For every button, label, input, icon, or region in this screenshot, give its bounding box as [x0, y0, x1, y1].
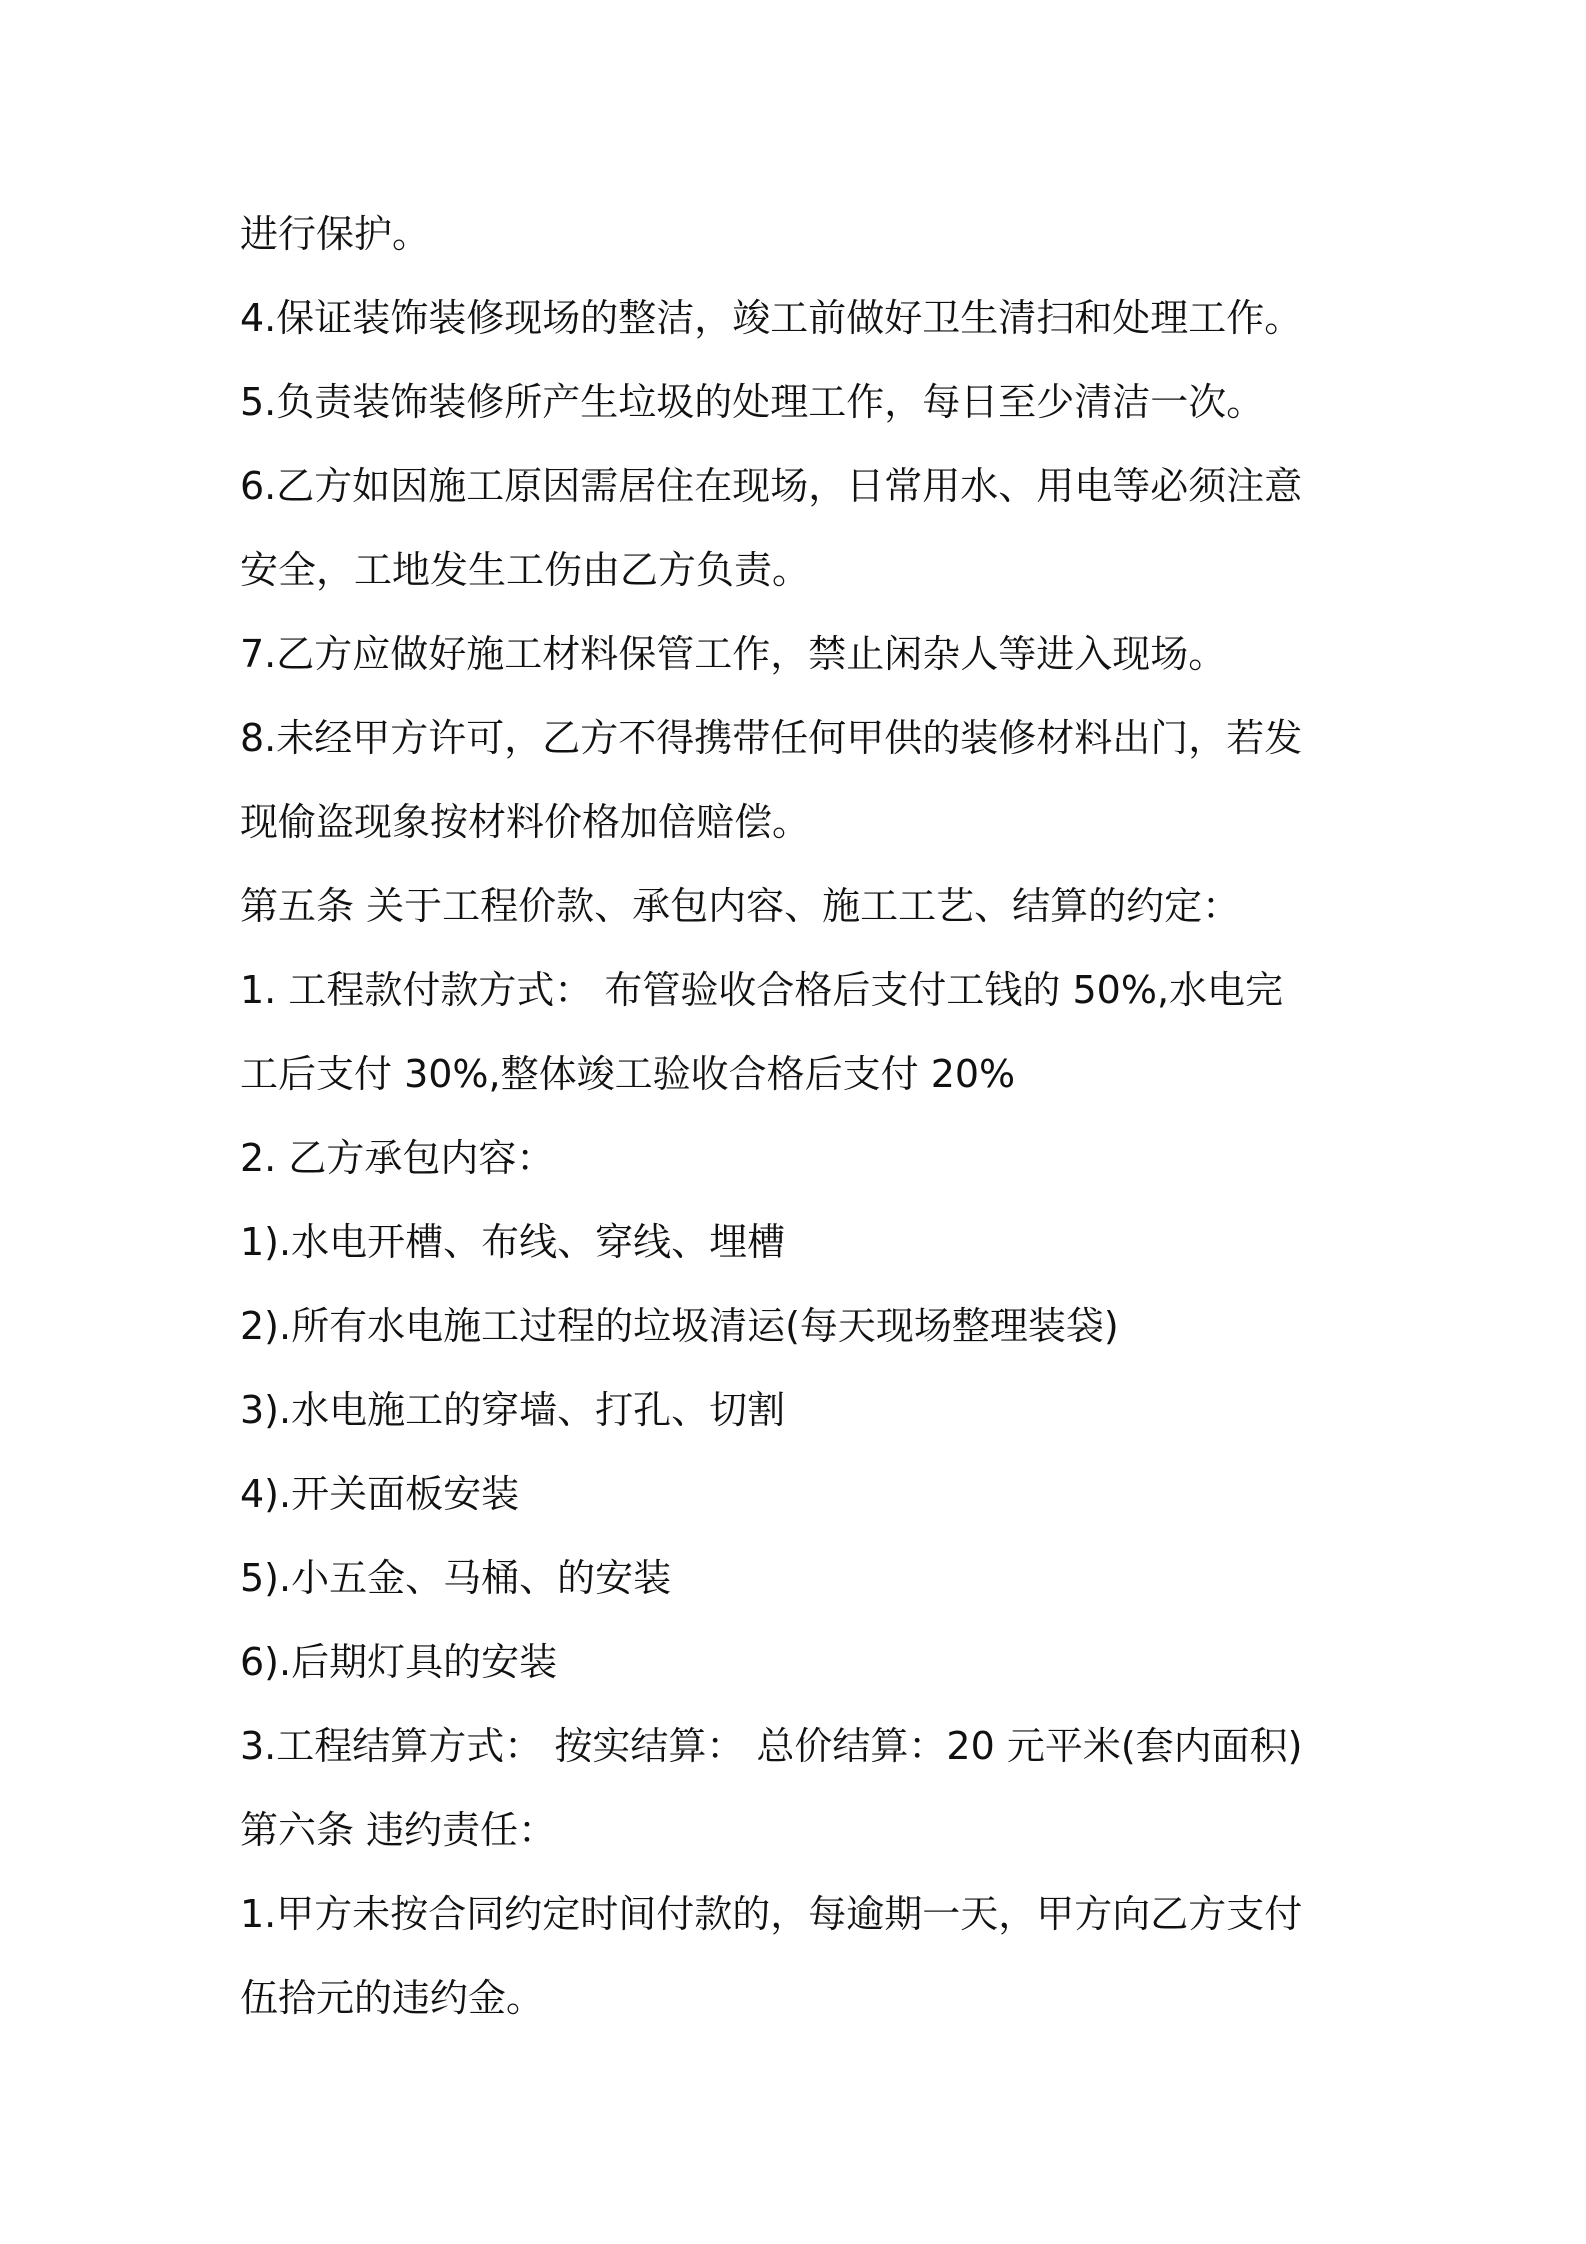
article-5-heading: 第五条 关于工程价款、承包内容、施工工艺、结算的约定：: [240, 884, 1241, 928]
settlement-method-item: 3.工程结算方式： 按实结算： 总价结算：20 元平米(套内面积): [240, 1724, 1303, 1768]
clause-item-8-continued: 现偷盗现象按材料价格加倍赔偿。: [240, 800, 811, 844]
payment-method-item: 1. 工程款付款方式： 布管验收合格后支付工钱的 50%,水电完: [240, 968, 1284, 1012]
scope-item-3: 3).水电施工的穿墙、打孔、切割: [240, 1388, 786, 1432]
clause-item-6-continued: 安全，工地发生工伤由乙方负责。: [240, 548, 811, 592]
scope-item-4: 4).开关面板安装: [240, 1472, 520, 1516]
scope-item-6: 6).后期灯具的安装: [240, 1640, 558, 1684]
clause-item-5: 5.负责装饰装修所产生垃圾的处理工作，每日至少清洁一次。: [240, 380, 1265, 424]
scope-item-5: 5).小五金、马桶、的安装: [240, 1556, 672, 1600]
article-6-heading: 第六条 违约责任：: [240, 1808, 557, 1852]
clause-item-4: 4.保证装饰装修现场的整洁，竣工前做好卫生清扫和处理工作。: [240, 296, 1303, 340]
payment-method-item-continued: 工后支付 30%,整体竣工验收合格后支付 20%: [240, 1052, 1016, 1096]
scope-item-2: 2).所有水电施工过程的垃圾清运(每天现场整理装袋): [240, 1304, 1119, 1348]
clause-item-7: 7.乙方应做好施工材料保管工作，禁止闲杂人等进入现场。: [240, 632, 1227, 676]
contract-scope-heading: 2. 乙方承包内容：: [240, 1136, 555, 1180]
breach-item-1: 1.甲方未按合同约定时间付款的，每逾期一天，甲方向乙方支付: [240, 1892, 1303, 1936]
document-body: [240, 192, 1360, 2040]
clause-item-6: 6.乙方如因施工原因需居住在现场，日常用水、用电等必须注意: [240, 464, 1303, 508]
breach-item-1-continued: 伍拾元的违约金。: [240, 1976, 545, 2020]
text-line-continuation-protect: 进行保护。: [240, 212, 431, 256]
clause-item-8: 8.未经甲方许可，乙方不得携带任何甲供的装修材料出门，若发: [240, 716, 1303, 760]
scope-item-1: 1).水电开槽、布线、穿线、埋槽: [240, 1220, 786, 1264]
